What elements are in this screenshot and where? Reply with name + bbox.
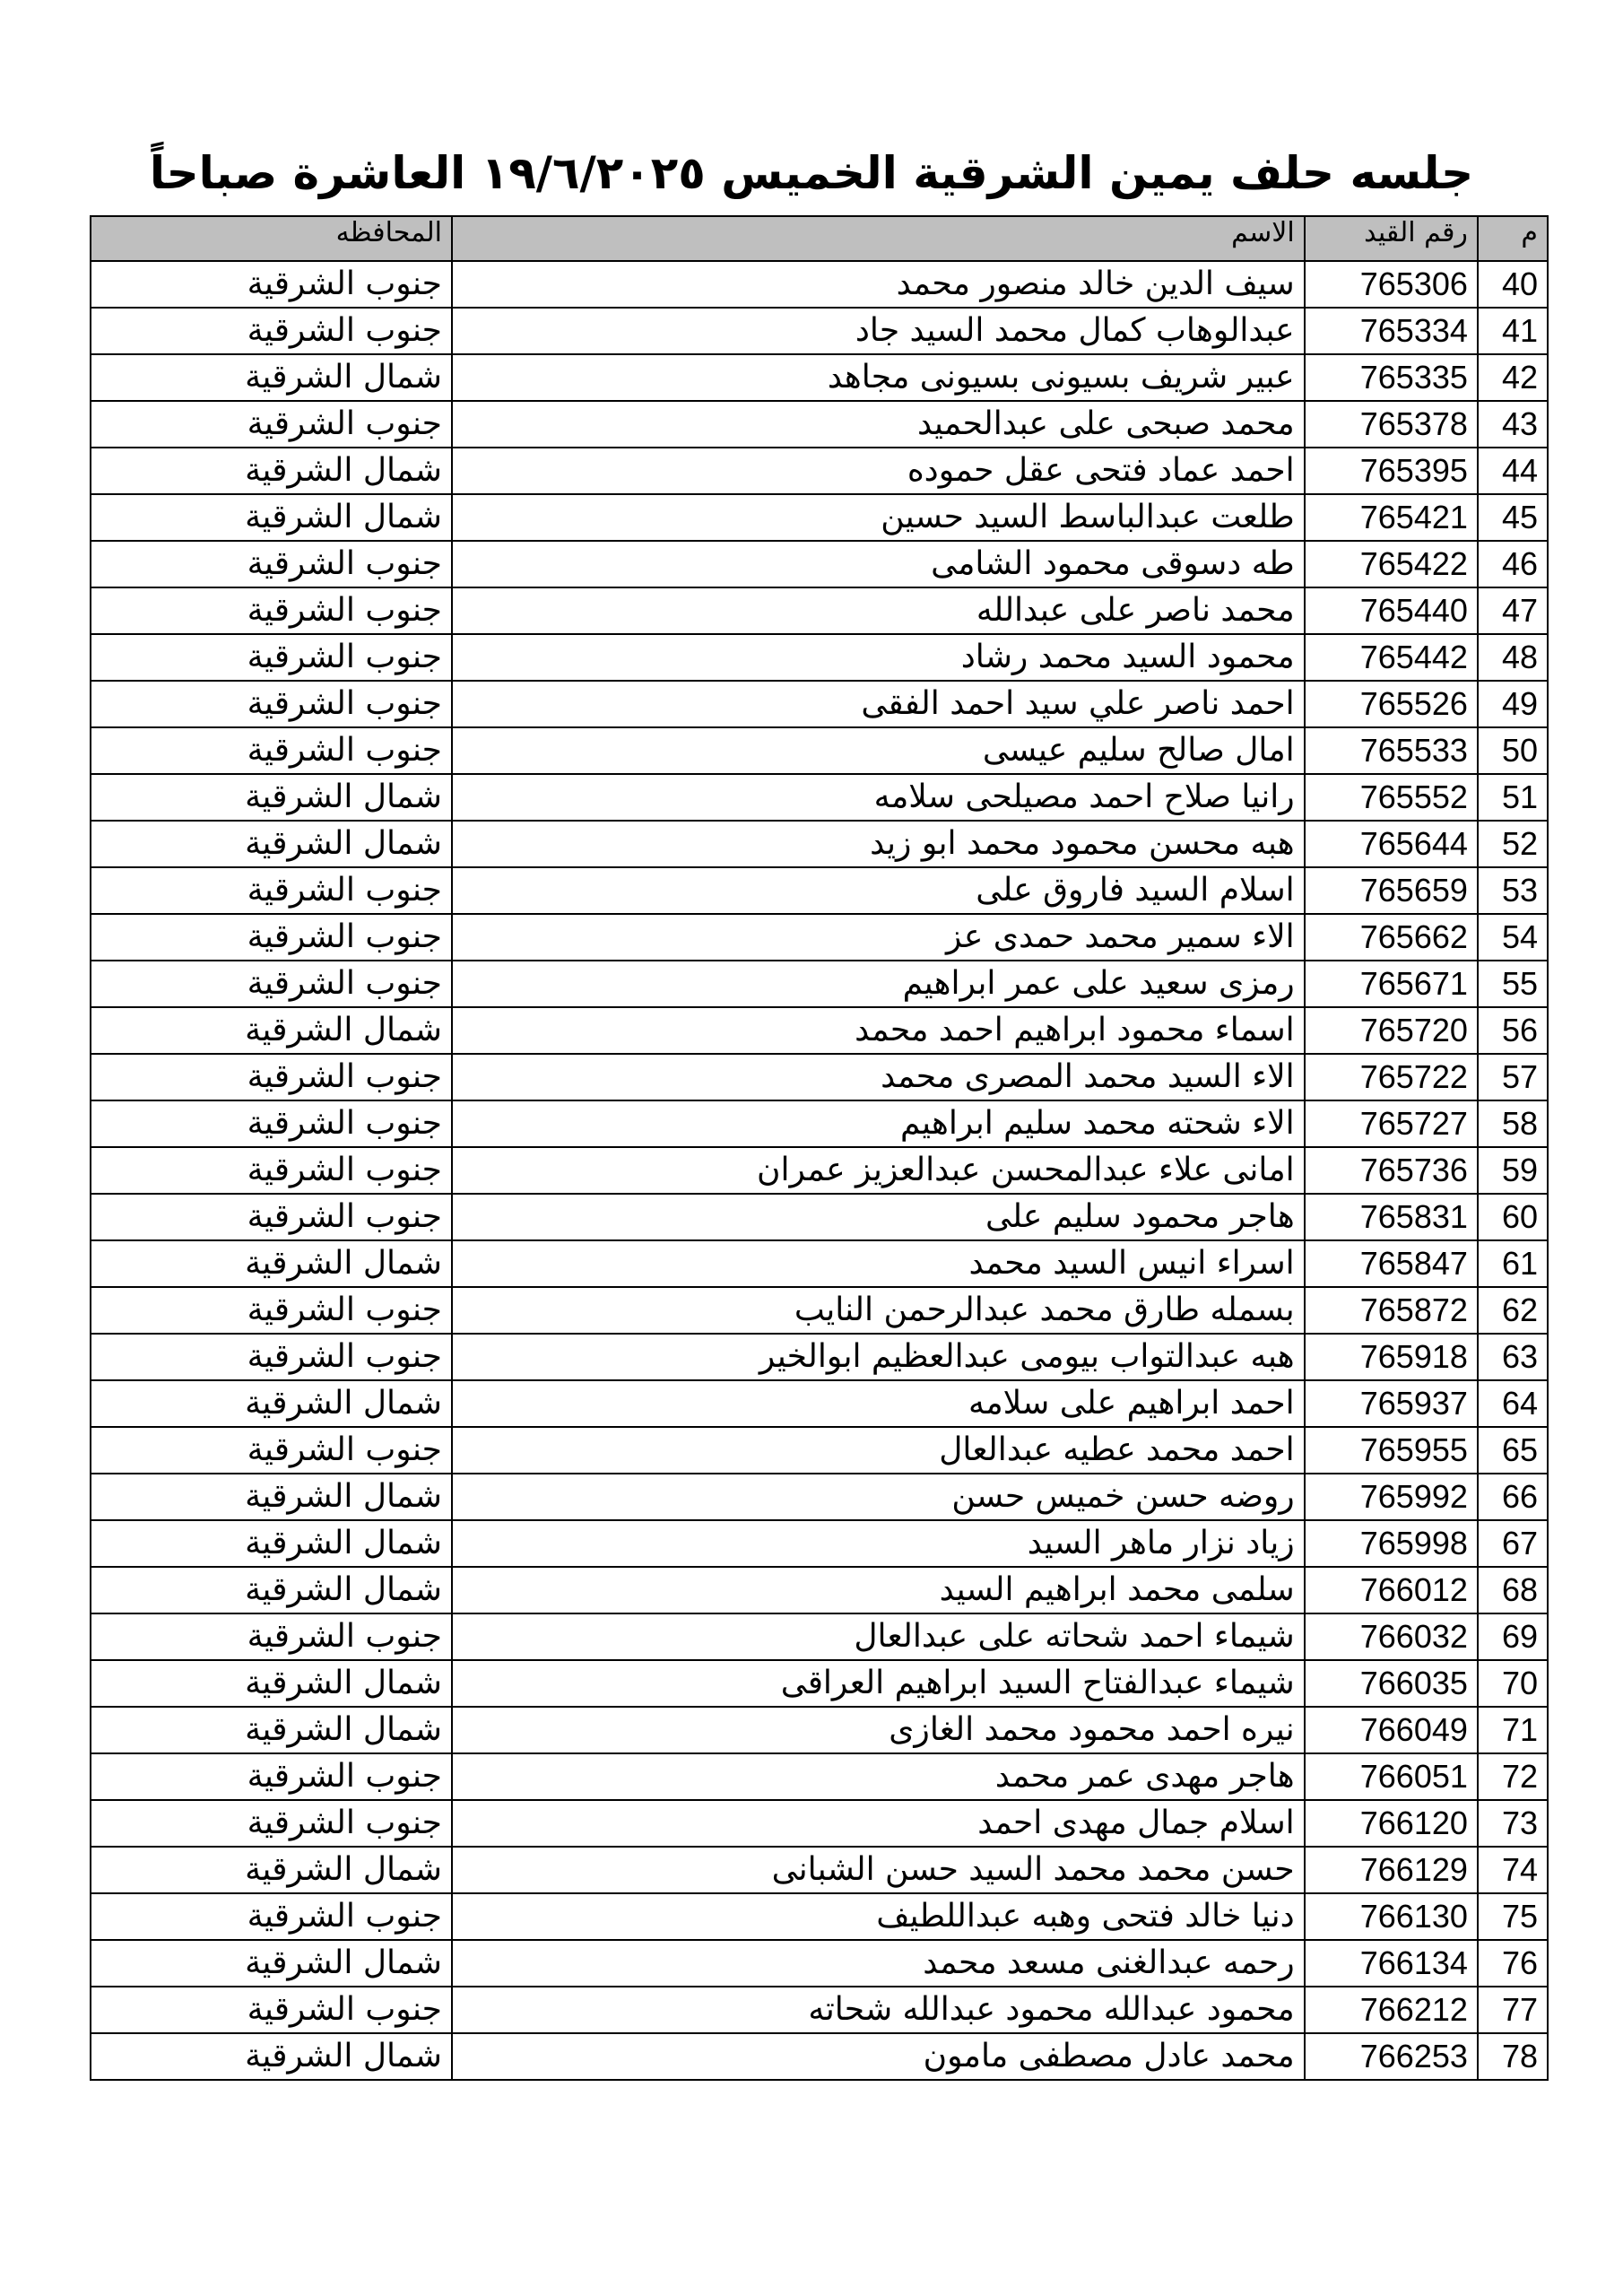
registration-number: 765422 [1305,541,1478,587]
registration-number: 765552 [1305,774,1478,821]
table-row [91,1567,1548,1613]
table-row [91,1847,1548,1893]
governorate: جنوب الشرقية [91,587,452,634]
member-name: هاجر محمود سليم على [452,1194,1305,1240]
table-row [91,261,1548,308]
header-id: رقم القيد [1305,216,1478,261]
member-name: احمد ابراهيم على سلامه [452,1380,1305,1427]
table-row [91,867,1548,914]
member-name: روضه حسن خميس حسن [452,1474,1305,1520]
table-row [91,914,1548,961]
row-number: 71 [1478,1707,1548,1753]
member-name: محمود السيد محمد رشاد [452,634,1305,681]
member-name: شيماء عبدالفتاح السيد ابراهيم العراقى [452,1660,1305,1707]
member-name: شيماء احمد شحاته على عبدالعال [452,1613,1305,1660]
governorate: شمال الشرقية [91,494,452,541]
governorate: شمال الشرقية [91,1240,452,1287]
row-number: 55 [1478,961,1548,1007]
member-name: امال صالح سليم عيسى [452,727,1305,774]
registration-number: 766032 [1305,1613,1478,1660]
table-row [91,1194,1548,1240]
header-name: الاسم [452,216,1305,261]
registration-number: 765720 [1305,1007,1478,1054]
member-name: زياد نزار ماهر السيد [452,1520,1305,1567]
registration-number: 765442 [1305,634,1478,681]
table-row [91,448,1548,494]
table-row [91,1940,1548,1987]
row-number: 65 [1478,1427,1548,1474]
member-name: هاجر مهدى عمر محمد [452,1753,1305,1800]
row-number: 50 [1478,727,1548,774]
governorate: جنوب الشرقية [91,1800,452,1847]
registration-number: 765918 [1305,1334,1478,1380]
member-name: محمد ناصر على عبدالله [452,587,1305,634]
governorate: جنوب الشرقية [91,541,452,587]
row-number: 75 [1478,1893,1548,1940]
table-row [91,1987,1548,2033]
table-row [91,2033,1548,2080]
registration-number: 765671 [1305,961,1478,1007]
member-name: احمد عماد فتحى عقل حموده [452,448,1305,494]
table-row [91,1753,1548,1800]
table-row [91,961,1548,1007]
governorate: جنوب الشرقية [91,261,452,308]
table-row [91,1613,1548,1660]
registration-number: 766012 [1305,1567,1478,1613]
governorate: جنوب الشرقية [91,1054,452,1100]
table-row [91,1240,1548,1287]
row-number: 48 [1478,634,1548,681]
governorate: شمال الشرقية [91,2033,452,2080]
registration-number: 765722 [1305,1054,1478,1100]
governorate: شمال الشرقية [91,1520,452,1567]
governorate: شمال الشرقية [91,821,452,867]
governorate: جنوب الشرقية [91,1147,452,1194]
governorate: جنوب الشرقية [91,914,452,961]
registration-number: 765526 [1305,681,1478,727]
registration-number: 766120 [1305,1800,1478,1847]
roster-table [90,215,1549,2081]
governorate: شمال الشرقية [91,448,452,494]
table-row [91,587,1548,634]
table-row [91,1893,1548,1940]
registration-number: 766051 [1305,1753,1478,1800]
row-number: 78 [1478,2033,1548,2080]
governorate: جنوب الشرقية [91,308,452,354]
governorate: جنوب الشرقية [91,1194,452,1240]
row-number: 57 [1478,1054,1548,1100]
governorate: جنوب الشرقية [91,1427,452,1474]
registration-number: 765421 [1305,494,1478,541]
registration-number: 765659 [1305,867,1478,914]
header-no: م [1478,216,1548,261]
registration-number: 766129 [1305,1847,1478,1893]
member-name: بسمله طارق محمد عبدالرحمن النايب [452,1287,1305,1334]
registration-number: 765847 [1305,1240,1478,1287]
table-row [91,354,1548,401]
registration-number: 765736 [1305,1147,1478,1194]
governorate: جنوب الشرقية [91,1987,452,2033]
row-number: 76 [1478,1940,1548,1987]
member-name: امانى علاء عبدالمحسن عبدالعزيز عمران [452,1147,1305,1194]
row-number: 44 [1478,448,1548,494]
governorate: جنوب الشرقية [91,634,452,681]
member-name: حسن محمد محمد السيد حسن الشبانى [452,1847,1305,1893]
registration-number: 765335 [1305,354,1478,401]
registration-number: 765998 [1305,1520,1478,1567]
registration-number: 765533 [1305,727,1478,774]
table-row [91,1427,1548,1474]
governorate: جنوب الشرقية [91,1613,452,1660]
row-number: 70 [1478,1660,1548,1707]
row-number: 77 [1478,1987,1548,2033]
registration-number: 765440 [1305,587,1478,634]
member-name: اسلام السيد فاروق على [452,867,1305,914]
row-number: 61 [1478,1240,1548,1287]
member-name: طلعت عبدالباسط السيد حسين [452,494,1305,541]
member-name: احمد ناصر علي سيد احمد الفقى [452,681,1305,727]
registration-number: 765831 [1305,1194,1478,1240]
member-name: اسماء محمود ابراهيم احمد محمد [452,1007,1305,1054]
member-name: رحمه عبدالغنى مسعد محمد [452,1940,1305,1987]
row-number: 58 [1478,1100,1548,1147]
registration-number: 766049 [1305,1707,1478,1753]
member-name: هبه عبدالتواب بيومى عبدالعظيم ابوالخير [452,1334,1305,1380]
table-row [91,821,1548,867]
member-name: طه دسوقى محمود الشامى [452,541,1305,587]
row-number: 46 [1478,541,1548,587]
row-number: 64 [1478,1380,1548,1427]
table-row [91,1147,1548,1194]
governorate: جنوب الشرقية [91,681,452,727]
registration-number: 765937 [1305,1380,1478,1427]
row-number: 69 [1478,1613,1548,1660]
member-name: عبدالوهاب كمال محمد السيد جاد [452,308,1305,354]
row-number: 63 [1478,1334,1548,1380]
member-name: عبير شريف بسيونى بسيونى مجاهد [452,354,1305,401]
row-number: 41 [1478,308,1548,354]
table-row [91,1054,1548,1100]
row-number: 47 [1478,587,1548,634]
member-name: محمد صبحى على عبدالحميد [452,401,1305,448]
member-name: رانيا صلاح احمد مصيلحى سلامه [452,774,1305,821]
governorate: شمال الشرقية [91,1474,452,1520]
row-number: 59 [1478,1147,1548,1194]
governorate: شمال الشرقية [91,1567,452,1613]
member-name: الاء السيد محمد المصرى محمد [452,1054,1305,1100]
governorate: جنوب الشرقية [91,1100,452,1147]
member-name: الاء شحته محمد سليم ابراهيم [452,1100,1305,1147]
table-row [91,634,1548,681]
registration-number: 766253 [1305,2033,1478,2080]
registration-number: 765395 [1305,448,1478,494]
row-number: 67 [1478,1520,1548,1567]
row-number: 62 [1478,1287,1548,1334]
row-number: 74 [1478,1847,1548,1893]
registration-number: 765955 [1305,1427,1478,1474]
row-number: 42 [1478,354,1548,401]
member-name: الاء سمير محمد حمدى عز [452,914,1305,961]
registration-number: 765306 [1305,261,1478,308]
table-row [91,1800,1548,1847]
registration-number: 766035 [1305,1660,1478,1707]
member-name: نيره احمد محمود محمد الغازى [452,1707,1305,1753]
governorate: شمال الشرقية [91,1007,452,1054]
row-number: 43 [1478,401,1548,448]
registration-number: 765334 [1305,308,1478,354]
table-body [91,261,1548,2080]
governorate: شمال الشرقية [91,1707,452,1753]
registration-number: 766212 [1305,1987,1478,2033]
table-row [91,1100,1548,1147]
registration-number: 765662 [1305,914,1478,961]
table-row [91,727,1548,774]
table-row [91,494,1548,541]
governorate: جنوب الشرقية [91,1334,452,1380]
member-name: سيف الدين خالد منصور محمد [452,261,1305,308]
registration-number: 765644 [1305,821,1478,867]
row-number: 60 [1478,1194,1548,1240]
table-row [91,1660,1548,1707]
table-row [91,308,1548,354]
governorate: شمال الشرقية [91,1660,452,1707]
row-number: 49 [1478,681,1548,727]
table-row [91,1474,1548,1520]
registration-number: 765872 [1305,1287,1478,1334]
governorate: جنوب الشرقية [91,867,452,914]
governorate: جنوب الشرقية [91,961,452,1007]
governorate: شمال الشرقية [91,1380,452,1427]
row-number: 68 [1478,1567,1548,1613]
row-number: 73 [1478,1800,1548,1847]
member-name: رمزى سعيد على عمر ابراهيم [452,961,1305,1007]
member-name: هبه محسن محمود محمد ابو زيد [452,821,1305,867]
table-row [91,541,1548,587]
row-number: 51 [1478,774,1548,821]
governorate: جنوب الشرقية [91,1893,452,1940]
table-row [91,1287,1548,1334]
row-number: 52 [1478,821,1548,867]
table-row [91,1007,1548,1054]
row-number: 54 [1478,914,1548,961]
table-row [91,1334,1548,1380]
page-title: جلسه حلف يمين الشرقية الخميس ١٩/٦/٢٠٢٥ العاشرة صباحاً [149,147,1474,199]
member-name: احمد محمد عطيه عبدالعال [452,1427,1305,1474]
registration-number: 765992 [1305,1474,1478,1520]
registration-number: 765727 [1305,1100,1478,1147]
governorate: جنوب الشرقية [91,1287,452,1334]
row-number: 45 [1478,494,1548,541]
member-name: اسلام جمال مهدى احمد [452,1800,1305,1847]
row-number: 56 [1478,1007,1548,1054]
table-row [91,1520,1548,1567]
governorate: جنوب الشرقية [91,727,452,774]
table-row [91,1380,1548,1427]
registration-number: 765378 [1305,401,1478,448]
member-name: محمد عادل مصطفى مامون [452,2033,1305,2080]
row-number: 72 [1478,1753,1548,1800]
registration-number: 766130 [1305,1893,1478,1940]
governorate: شمال الشرقية [91,1847,452,1893]
table-row [91,401,1548,448]
registration-number: 766134 [1305,1940,1478,1987]
governorate: جنوب الشرقية [91,401,452,448]
table-row [91,1707,1548,1753]
governorate: شمال الشرقية [91,1940,452,1987]
member-name: دنيا خالد فتحى وهبه عبداللطيف [452,1893,1305,1940]
governorate: جنوب الشرقية [91,1753,452,1800]
member-name: سلمى محمد ابراهيم السيد [452,1567,1305,1613]
member-name: اسراء انيس السيد محمد [452,1240,1305,1287]
table-row [91,774,1548,821]
table-row [91,681,1548,727]
governorate: شمال الشرقية [91,354,452,401]
member-name: محمود عبدالله محمود عبدالله شحاته [452,1987,1305,2033]
header-governorate: المحافظه [91,216,452,261]
governorate: شمال الشرقية [91,774,452,821]
table-header-row [91,216,1548,261]
row-number: 40 [1478,261,1548,308]
row-number: 53 [1478,867,1548,914]
row-number: 66 [1478,1474,1548,1520]
